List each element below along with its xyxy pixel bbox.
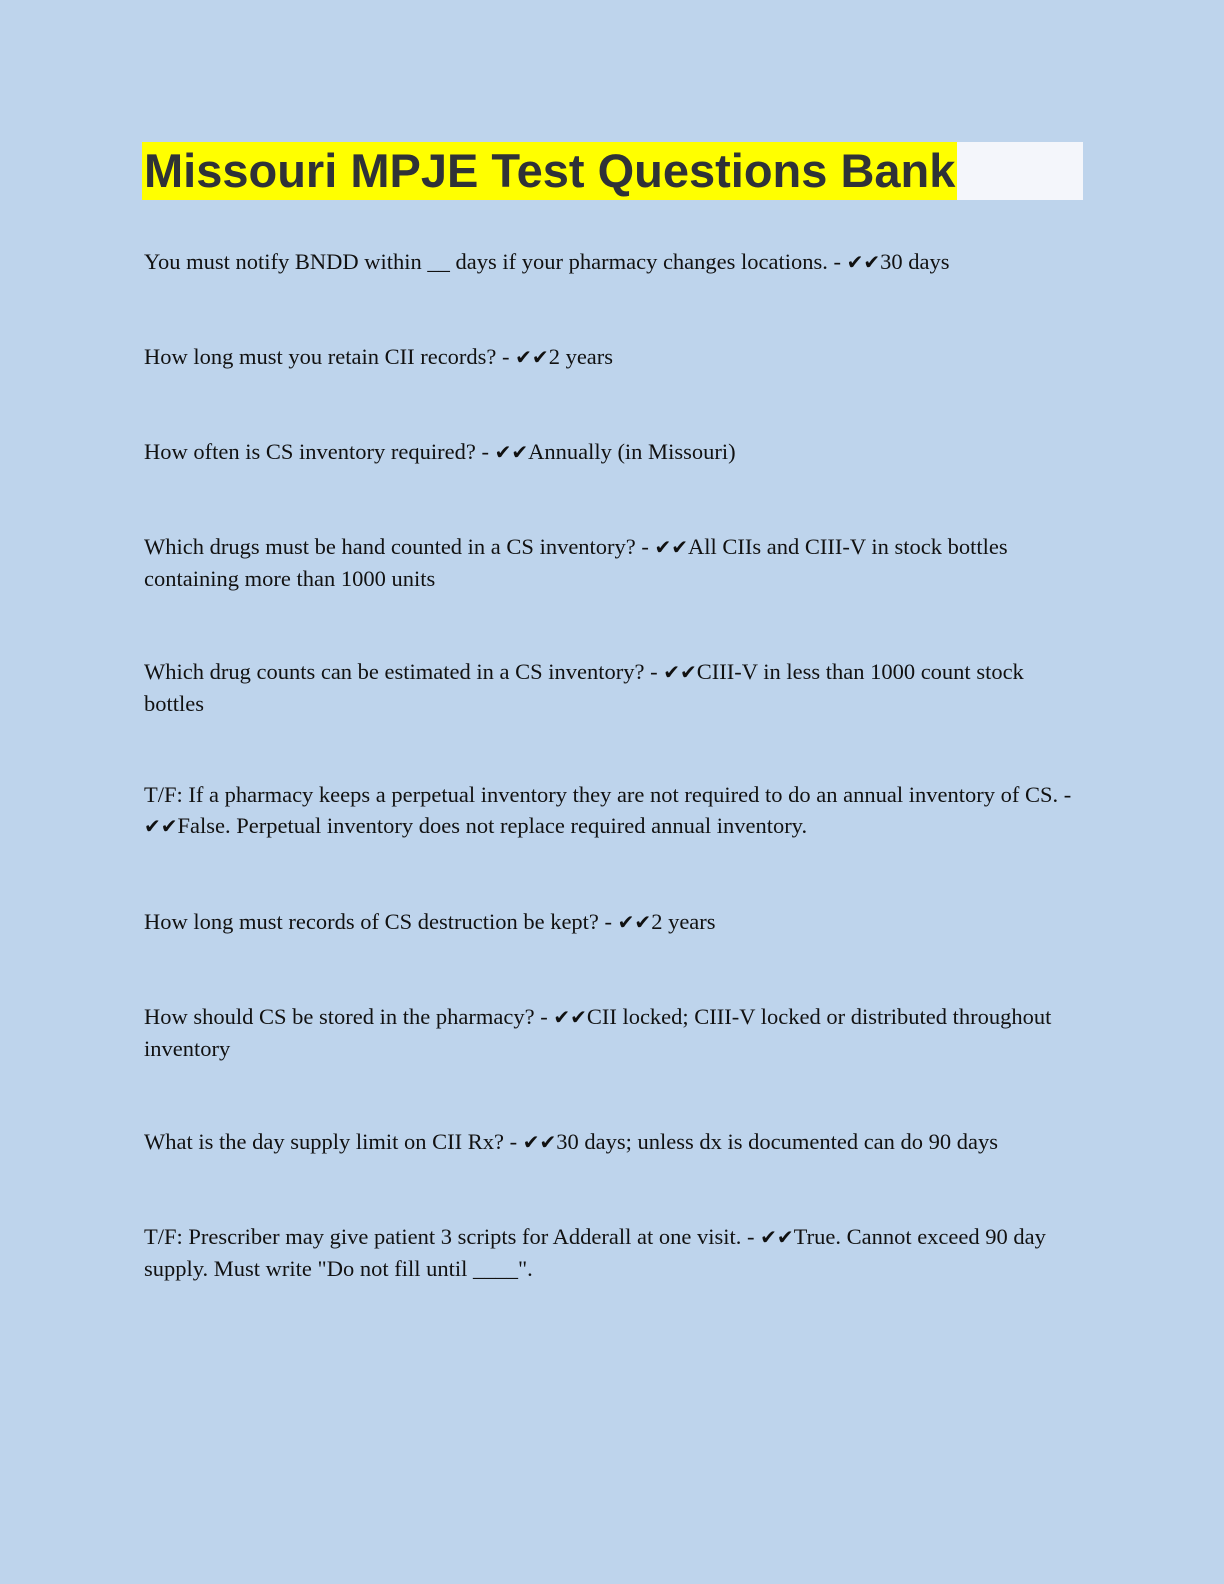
answer-text: 2 years — [548, 344, 614, 369]
check-mark-icon: ✔✔ — [760, 1225, 794, 1249]
question-text: Which drugs must be hand counted in a CS inventory? — [144, 534, 636, 559]
answer-text: False. Perpetual inventory does not replace required annual inventory. — [177, 813, 808, 838]
qa-item-1 — [144, 246, 1084, 278]
question-text: T/F: If a pharmacy keeps a perpetual inventory they are not required to do an annual inventory of CS. — [144, 782, 1059, 807]
separator: - — [496, 344, 516, 369]
qa-item-7 — [144, 906, 1084, 938]
check-mark-icon: ✔✔ — [654, 535, 689, 559]
check-mark-icon: ✔✔ — [144, 814, 178, 838]
qa-item-4 — [144, 531, 1084, 594]
separator: - — [503, 1129, 523, 1154]
question-text: How often is CS inventory required? — [144, 439, 476, 464]
check-mark-icon: ✔✔ — [515, 345, 549, 369]
answer-text: All CIIs and CIII-V in stock bottles containing more than 1000 units — [144, 534, 1008, 591]
page-title: Missouri MPJE Test Questions Bank — [142, 142, 957, 200]
question-text: How should CS be stored in the pharmacy? — [144, 1004, 535, 1029]
qa-item-10 — [144, 1221, 1084, 1284]
separator: - — [475, 439, 495, 464]
separator: - — [598, 909, 618, 934]
separator: - — [741, 1224, 761, 1249]
separator: - — [635, 534, 655, 559]
check-mark-icon: ✔✔ — [494, 440, 529, 464]
qa-item-3 — [144, 436, 1084, 468]
qa-item-9 — [144, 1126, 1084, 1158]
answer-text: True. Cannot exceed 90 day supply. Must write "Do not fill until ____". — [144, 1224, 1046, 1281]
question-text: How long must records of CS destruction be kept? — [144, 909, 599, 934]
answer-text: 2 years — [651, 909, 716, 934]
check-mark-icon: ✔✔ — [553, 1005, 587, 1029]
separator: - — [534, 1004, 554, 1029]
check-mark-icon: ✔✔ — [663, 660, 697, 684]
question-text: What is the day supply limit on CII Rx? — [144, 1129, 504, 1154]
question-text: Which drug counts can be estimated in a CS inventory? — [144, 659, 645, 684]
answer-text: Annually (in Missouri) — [528, 439, 736, 464]
qa-item-8 — [144, 1001, 1084, 1064]
check-mark-icon: ✔✔ — [846, 250, 881, 274]
qa-item-6 — [144, 779, 1084, 842]
question-text: How long must you retain CII records? — [144, 344, 497, 369]
check-mark-icon: ✔✔ — [522, 1130, 557, 1154]
answer-text: CIII-V in less than 1000 count stock bottles — [144, 659, 1024, 716]
separator: - — [644, 659, 664, 684]
qa-item-5 — [144, 656, 1084, 719]
question-text: T/F: Prescriber may give patient 3 scripts for Adderall at one visit. — [144, 1224, 742, 1249]
answer-text: CII locked; CIII-V locked or distributed throughout inventory — [144, 1004, 1052, 1061]
qa-item-2 — [144, 341, 1084, 373]
answer-text: 30 days — [880, 249, 950, 274]
separator: - — [827, 249, 847, 274]
check-mark-icon: ✔✔ — [617, 910, 652, 934]
answer-text: 30 days; unless dx is documented can do 90 days — [556, 1129, 999, 1154]
separator: - — [1058, 782, 1072, 807]
question-text: You must notify BNDD within __ days if your pharmacy changes locations. — [144, 249, 828, 274]
